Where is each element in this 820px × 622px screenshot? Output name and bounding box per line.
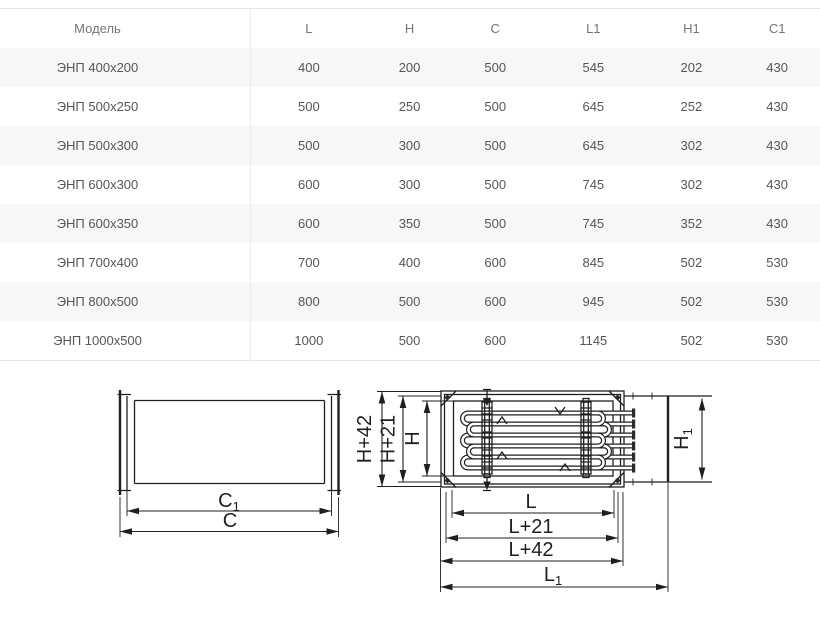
value-cell: 945 — [582, 294, 605, 309]
dimension-l42-label: L+42 — [508, 539, 554, 561]
value-cell: 530 — [766, 333, 788, 348]
value-cell: 502 — [680, 333, 703, 348]
value-cell: 352 — [680, 216, 703, 231]
value-cell: 502 — [680, 294, 703, 309]
model-cell: ЭНП 500x250 — [0, 87, 251, 126]
value-cell: 302 — [680, 177, 703, 192]
value-cell: 1145 — [579, 333, 608, 348]
value-cell: 600 — [297, 177, 320, 192]
value-cell: 530 — [766, 255, 788, 270]
value-cell: 645 — [582, 99, 605, 114]
value-cell: 502 — [680, 255, 703, 270]
col-header-model: Модель — [0, 9, 251, 49]
value-cell: 500 — [484, 60, 507, 75]
dimension-l-label: L — [525, 491, 537, 513]
value-cell: 430 — [766, 177, 788, 192]
value-cell: 500 — [398, 294, 421, 309]
dimension-l1-label: $L_1$ — [543, 564, 563, 588]
value-cell: 350 — [398, 216, 421, 231]
value-cell: 500 — [484, 177, 507, 192]
dimension-c1-label: $C_1$ — [218, 490, 240, 514]
value-cell: 400 — [297, 60, 320, 75]
value-cell: 530 — [766, 294, 788, 309]
col-header-h: H — [404, 21, 415, 36]
value-cell: 545 — [582, 60, 605, 75]
model-cell: ЭНП 1000x500 — [0, 321, 251, 361]
model-cell: ЭНП 400x200 — [0, 48, 251, 87]
col-header-c: C — [490, 21, 500, 36]
value-cell: 500 — [398, 333, 421, 348]
value-cell: 300 — [398, 177, 421, 192]
value-cell: 500 — [484, 99, 507, 114]
dimension-h21-label: H+21 — [377, 414, 400, 464]
value-cell: 430 — [766, 99, 788, 114]
value-cell: 252 — [680, 99, 703, 114]
dimension-h42-label: H+42 — [354, 414, 376, 464]
value-cell: 645 — [582, 138, 605, 153]
value-cell: 430 — [766, 60, 788, 75]
model-cell: ЭНП 500x300 — [0, 126, 251, 165]
value-cell: 500 — [484, 216, 507, 231]
value-cell: 430 — [766, 216, 788, 231]
dimension-h1-label: $H_1$ — [671, 428, 695, 450]
value-cell: 600 — [484, 333, 507, 348]
front-view-diagram — [354, 390, 712, 593]
tube-terminals — [632, 409, 635, 473]
value-cell: 745 — [582, 216, 605, 231]
heating-coil — [463, 407, 636, 473]
dimension-l21-label: L+21 — [508, 516, 554, 538]
model-cell: ЭНП 600x350 — [0, 204, 251, 243]
value-cell: 250 — [398, 99, 421, 114]
model-cell: ЭНП 800x500 — [0, 282, 251, 321]
duct-body-side — [118, 390, 342, 495]
value-cell: 700 — [297, 255, 320, 270]
side-view-diagram — [118, 390, 342, 537]
heater-casing — [441, 391, 624, 488]
value-cell: 400 — [398, 255, 421, 270]
value-cell: 500 — [484, 138, 507, 153]
model-cell: ЭНП 600x300 — [0, 165, 251, 204]
value-cell: 500 — [297, 138, 320, 153]
terminal-box — [624, 393, 712, 486]
corner-gussets — [441, 391, 624, 488]
value-cell: 600 — [297, 216, 320, 231]
dimension-c-label: C — [222, 510, 238, 532]
value-cell: 300 — [398, 138, 421, 153]
value-cell: 600 — [484, 255, 507, 270]
dimension-l — [452, 490, 614, 518]
col-header-l1: L1 — [586, 21, 601, 36]
col-header-h1: H1 — [683, 21, 700, 36]
dimension-h-label: H — [402, 431, 424, 446]
value-cell: 302 — [680, 138, 703, 153]
model-cell: ЭНП 700x400 — [0, 243, 251, 282]
col-header-l: L — [305, 21, 313, 36]
value-cell: 200 — [398, 60, 421, 75]
value-cell: 800 — [297, 294, 320, 309]
value-cell: 430 — [766, 138, 788, 153]
value-cell: 745 — [582, 177, 605, 192]
value-cell: 845 — [582, 255, 605, 270]
col-header-c1: C1 — [768, 21, 786, 36]
value-cell: 1000 — [294, 333, 324, 348]
dimension-h1 — [671, 399, 702, 480]
dimension-h — [402, 401, 453, 476]
value-cell: 500 — [297, 99, 320, 114]
value-cell: 600 — [484, 294, 507, 309]
value-cell: 202 — [680, 60, 703, 75]
weld-marks — [497, 407, 570, 471]
